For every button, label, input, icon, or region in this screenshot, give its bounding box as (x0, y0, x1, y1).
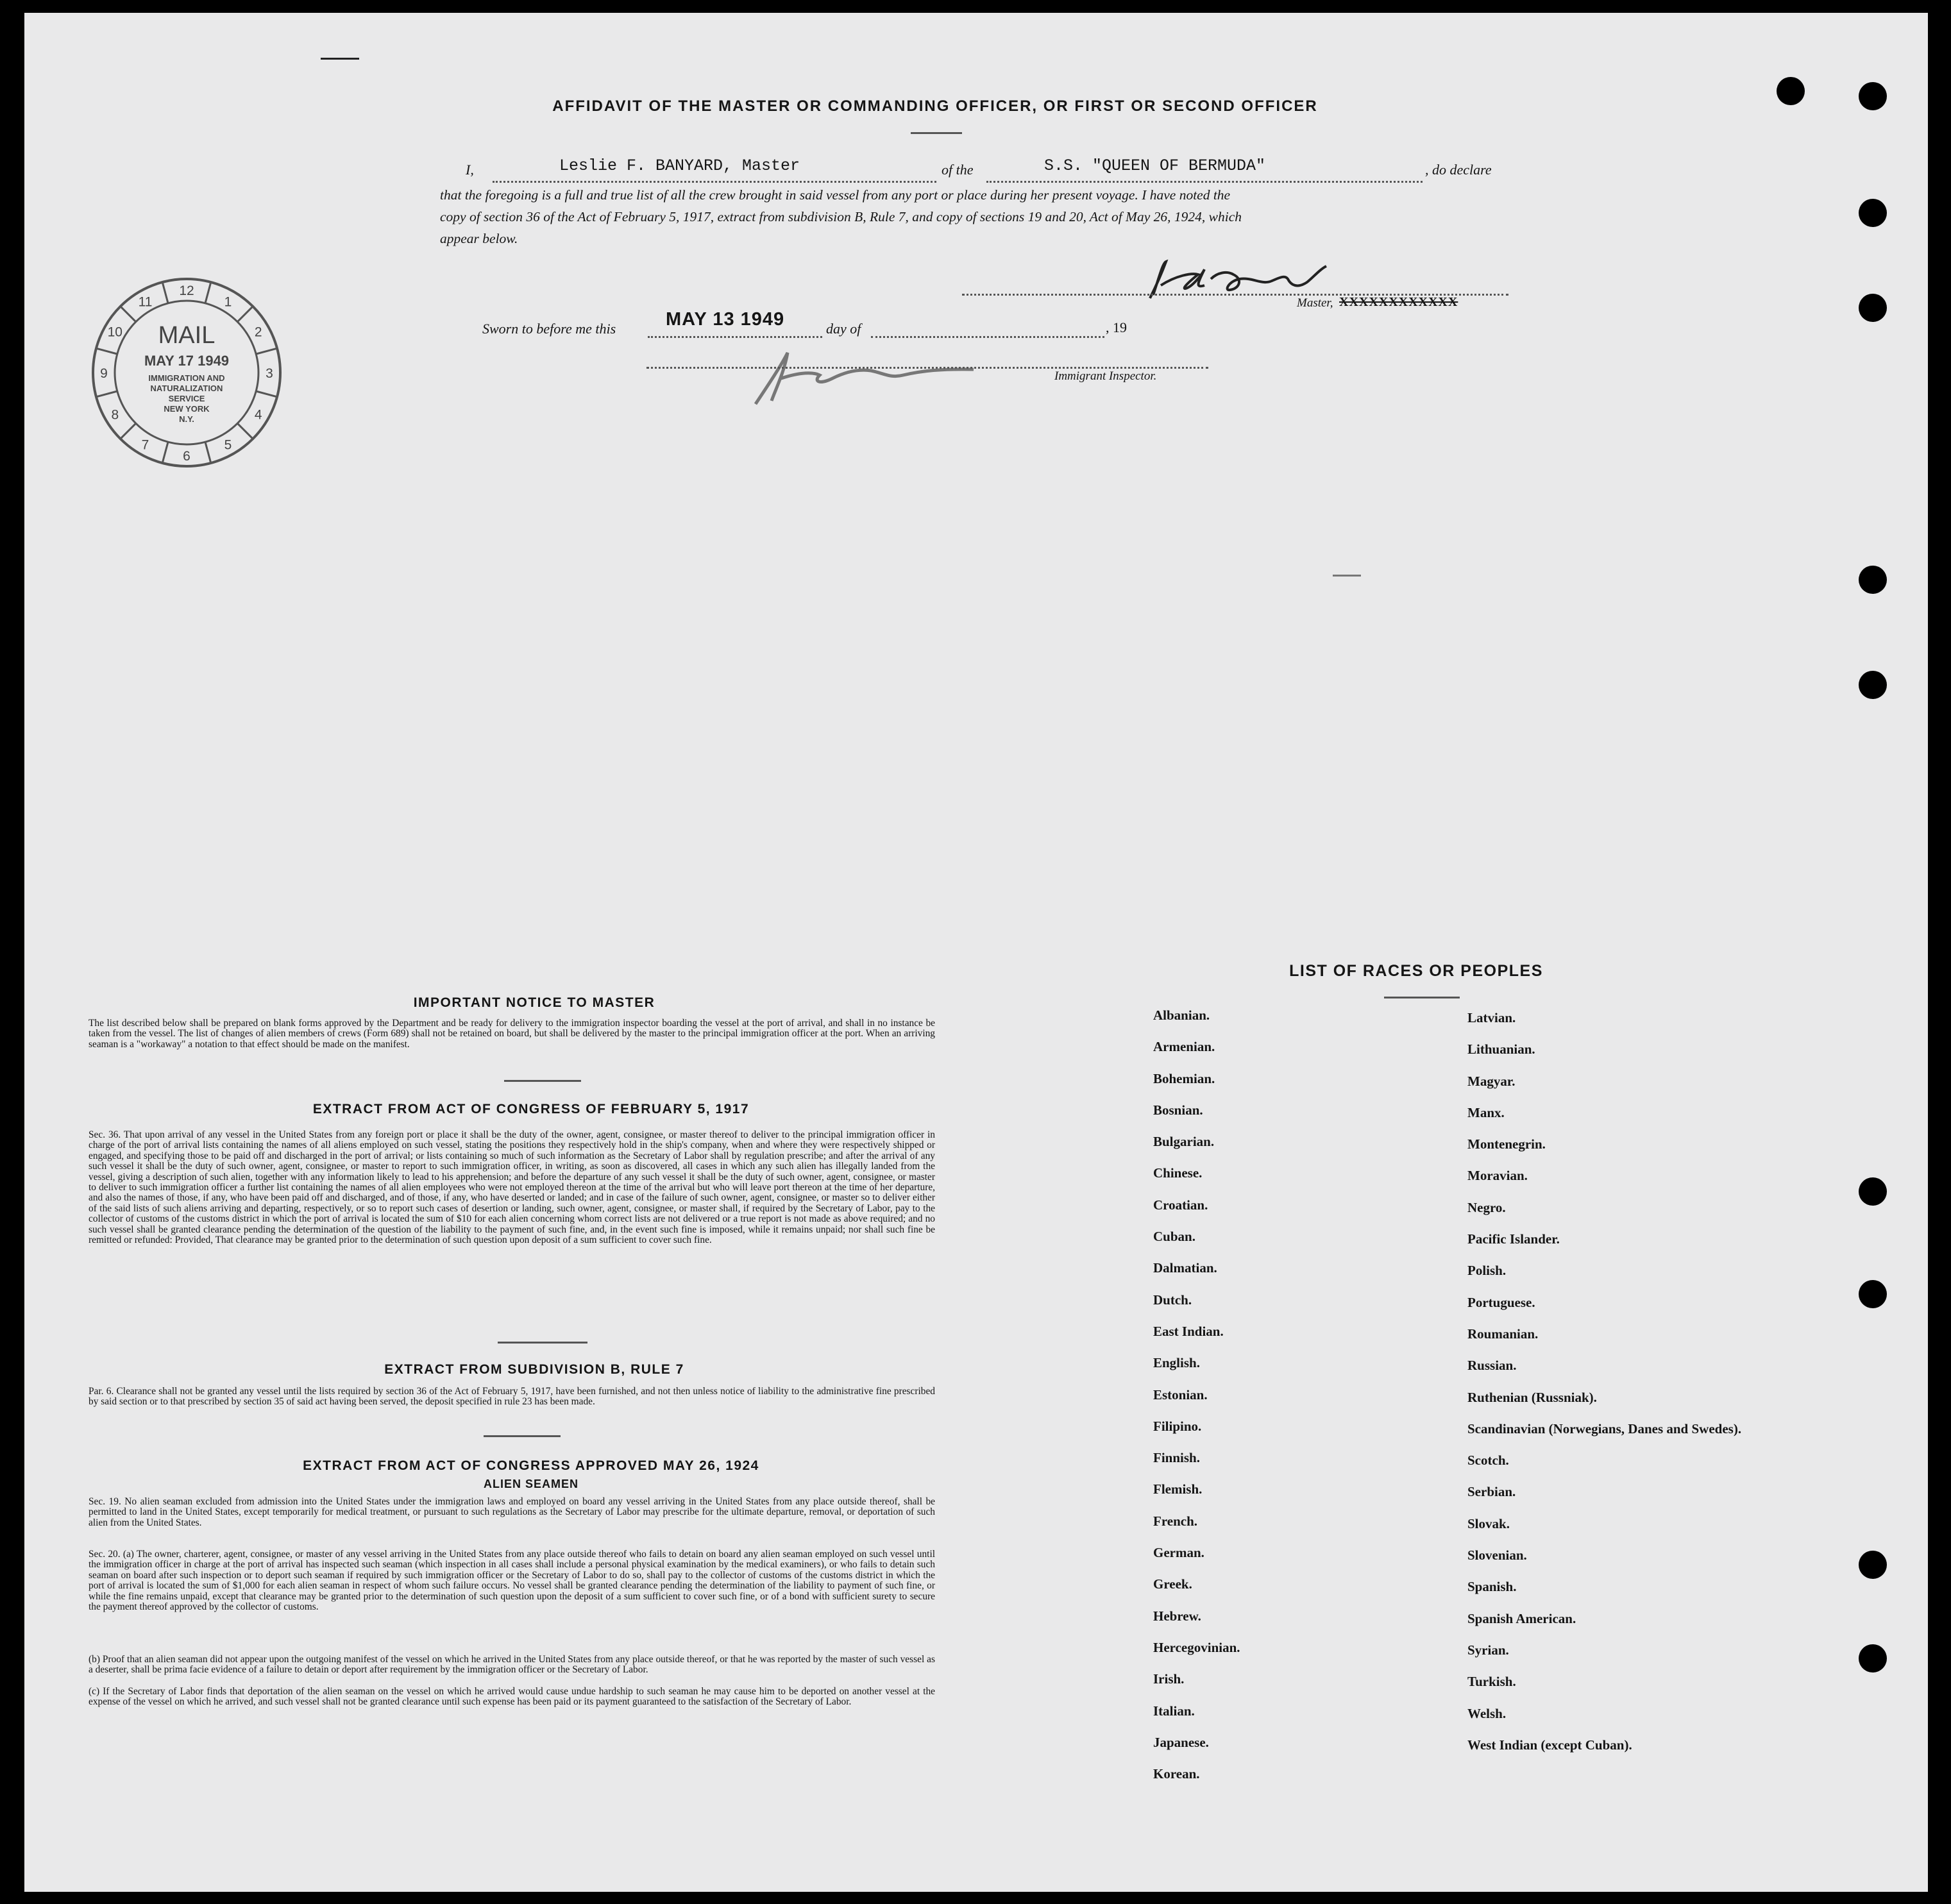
race-item: Finnish. (1153, 1450, 1200, 1466)
race-item: Estonian. (1153, 1386, 1208, 1403)
race-item: Polish. (1467, 1263, 1507, 1279)
race-item: Cuban. (1153, 1229, 1195, 1245)
race-item: Lithuanian. (1467, 1041, 1535, 1057)
race-item: Bosnian. (1153, 1102, 1203, 1118)
sec20b-text: (b) Proof that an alien seaman did not appear upon the outgoing manifest of the vessel on which he arrived in the United States from any place outside thereof, or that he was reported by the master of such vessel as a deserter, shall be prima facie evidence of a failure to detain or deport after requirement by the immigration officer or the Secretary of Labor. (89, 1654, 935, 1676)
affidavit-body-line3: appear below. (440, 231, 518, 246)
race-item: Ruthenian (Russniak). (1467, 1389, 1597, 1405)
stamp-hour: 9 (100, 366, 108, 381)
affidavit-body-line1: that the foregoing is a full and true list of all the crew brought in said vessel from any port or place during her present voyage. I have noted the (440, 187, 1231, 203)
stamp-divider (121, 307, 136, 322)
punch-hole (1859, 294, 1887, 322)
race-item: Bulgarian. (1153, 1134, 1215, 1150)
inspector-label: Immigrant Inspector. (1054, 369, 1157, 383)
master-name-value: Leslie F. BANYARD, Master (559, 156, 800, 175)
stamp-hour: 5 (224, 437, 232, 453)
race-item: West Indian (except Cuban). (1467, 1737, 1632, 1753)
race-item: Flemish. (1153, 1481, 1203, 1497)
stamp-divider (237, 423, 253, 439)
race-item: Welsh. (1467, 1705, 1507, 1721)
races-column-left (1153, 1006, 1423, 1796)
stamp-divider (205, 442, 211, 463)
punch-hole (1859, 199, 1887, 227)
stamp-line5: N.Y. (179, 414, 194, 424)
stamp-hour: 2 (254, 324, 262, 340)
race-item: Spanish. (1467, 1579, 1517, 1595)
alien-seamen-subtitle: ALIEN SEAMEN (483, 1478, 579, 1490)
stamp-divider (96, 348, 117, 354)
punch-hole (1777, 77, 1805, 105)
divider (504, 1080, 581, 1082)
extract-1924-title: EXTRACT FROM ACT OF CONGRESS APPROVED MAY 26, 1924 (303, 1458, 759, 1473)
divider (321, 58, 359, 60)
sworn-date-stamp: MAY 13 1949 (666, 309, 785, 330)
stamp-hour: 6 (183, 449, 190, 464)
rule7-title: EXTRACT FROM SUBDIVISION B, RULE 7 (384, 1362, 684, 1377)
races-title: LIST OF RACES OR PEOPLES (1289, 962, 1543, 980)
sec20c-text: (c) If the Secretary of Labor finds that deportation of the alien seaman on the vessel on which he arrived would cause undue hardship to such seaman he may cause him to be deported on another vessel at the expense of the vessel on which he arrived, and such vessel shall not be granted clearance until such expense has been paid or its payment guaranteed to the satisfaction of the Secretary of Labor. (89, 1686, 935, 1708)
race-item: Korean. (1153, 1766, 1200, 1782)
immigration-mail-stamp (90, 276, 283, 469)
race-item: Montenegrin. (1467, 1136, 1546, 1152)
race-item: Serbian. (1467, 1484, 1516, 1500)
stamp-hour: 7 (141, 437, 149, 453)
sworn-label: Sworn to before me this (482, 321, 616, 337)
race-item: Dutch. (1153, 1292, 1192, 1308)
race-item: Negro. (1467, 1199, 1506, 1215)
notice-title: IMPORTANT NOTICE TO MASTER (413, 995, 655, 1010)
race-item: Armenian. (1153, 1039, 1215, 1055)
stamp-line2: NATURALIZATION (150, 383, 223, 393)
extract-1917-text: Sec. 36. That upon arrival of any vessel in the United States from any foreign port or place it shall be the duty of the owner, agent, consignee, or master thereof to deliver to the principal immigration officer in charge of the port of arrival lists containing the names of all aliens employed on such vessel, stating the positions they respectively hold in the ship's company, when and where they were respectively shipped or engaged, and specifying those to be paid off and discharged in the port of arrival; or lists containing so much of such information as the Secretary of Labor shall by regulation prescribe; and after the arrival of any such vessel it shall be the duty of such owner, agent, consignee, or master to report to such immigration officer, in writing, as soon as discovered, all cases in which any such alien has illegally landed from the vessel, giving a description of such alien, together with any information likely to lead to his apprehension; and before the departure of any such vessel it shall be the duty of such owner, agent, consignee, or master to deliver to such immigration officer a further list containing the names of all alien employees who were not employed thereon at the time of the arrival but who will leave port thereon at the time of her departure, and also the names of those, if any, who have been paid off and discharged, and of those, if any, who have deserted or landed; and in case of the failure of such owner, agent, consignee, or master so to deliver either of the said lists of such aliens arriving and departing, respectively, or so to report such cases of desertion or landing, such owner, agent, consignee, or master shall, if required by the Secretary of Labor, pay to the collector of customs of the customs district in which the port of arrival is located the sum of $10 for each alien concerning whom correct lists are not delivered or a true report is not made as above required; and no such vessel shall be granted clearance pending the determination of the question of the liability to the payment of such fine, and, in the event such fine is imposed, while it remains unpaid; nor shall such fine be remitted or refunded: Provided, That clearance may be granted prior to the determination of such question upon deposit of a sum sufficient to cover such fine. (89, 1129, 935, 1246)
stamp-hour: 11 (138, 294, 153, 310)
stamp-hour: 8 (111, 407, 119, 423)
race-item: Magyar. (1467, 1073, 1516, 1089)
stamp-divider (162, 282, 168, 303)
stamp-hour: 1 (224, 294, 232, 310)
do-declare-label: , do declare (1425, 162, 1492, 178)
stamp-line1: IMMIGRATION AND (148, 373, 225, 383)
master-name-field (493, 181, 936, 183)
stamp-date: MAY 17 1949 (144, 353, 230, 369)
form-sheet (24, 13, 1928, 1892)
affidavit-i: I, (466, 162, 474, 178)
race-item: Manx. (1467, 1104, 1505, 1120)
rule7-text: Par. 6. Clearance shall not be granted any vessel until the lists required by section 36 of the Act of February 5, 1917, have been furnished, and not then unless notice of liability to the administrative fine prescribed by said section or to that prescribed by section 35 of said act having been served, the deposit specified in rule 23 has been made. (89, 1386, 935, 1408)
race-item: Slovak. (1467, 1515, 1510, 1531)
vessel-value: S.S. "QUEEN OF BERMUDA" (1044, 156, 1266, 175)
stamp-divider (256, 348, 277, 354)
punch-hole (1859, 671, 1887, 699)
races-column-right (1467, 1008, 1801, 1767)
stamp-divider (96, 391, 117, 397)
punch-hole (1859, 1551, 1887, 1579)
affidavit-body-line2: copy of section 36 of the Act of February 5, 1917, extract from subdivision B, Rule 7, and copy of sections 19 and 20, Act of May 26, 1924, which (440, 209, 1242, 224)
race-item: Hercegovinian. (1153, 1639, 1240, 1655)
stamp-divider (121, 423, 136, 439)
sworn-day-field (648, 336, 822, 338)
race-item: Spanish American. (1467, 1610, 1576, 1626)
punch-hole (1859, 1280, 1887, 1308)
race-item: Roumanian. (1467, 1326, 1539, 1342)
stamp-divider (205, 282, 211, 303)
race-item: Latvian. (1467, 1010, 1516, 1025)
divider (911, 132, 962, 134)
affidavit-title: AFFIDAVIT OF THE MASTER OR COMMANDING OFFICER, OR FIRST OR SECOND OFFICER (552, 97, 1318, 115)
stamp-word: MAIL (158, 322, 215, 349)
inspector-signature (730, 340, 999, 417)
race-item: Slovenian. (1467, 1547, 1527, 1563)
race-item: German. (1153, 1545, 1204, 1561)
stamp-divider (237, 307, 253, 322)
notice-text: The list described below shall be prepared on blank forms approved by the Department and be ready for delivery to the immigration inspector boarding the vessel at the port of arrival, and shall in no instance be taken from the vessel. The list of changes of alien members of crews (Form 689) shall not be retained on board, but shall be delivered by the master to the principal immigration officer at the port. When an arriving seaman is a "workaway" a notation to that effect should be made on the manifest. (89, 1018, 935, 1050)
stamp-hour: 4 (254, 407, 262, 423)
punch-hole (1859, 1644, 1887, 1672)
vessel-field (986, 181, 1423, 183)
divider (1333, 575, 1361, 577)
race-item: Croatian. (1153, 1197, 1208, 1213)
race-item: Hebrew. (1153, 1608, 1201, 1624)
race-item: Turkish. (1467, 1674, 1516, 1690)
stamp-hour: 3 (266, 366, 273, 381)
race-item: Scotch. (1467, 1453, 1509, 1469)
struck-title: XXXXXXXXXXXX (1339, 295, 1458, 309)
punch-hole (1859, 566, 1887, 594)
year-label: , 19 (1106, 319, 1127, 335)
race-item: Portuguese. (1467, 1294, 1535, 1310)
race-item: Irish. (1153, 1671, 1185, 1687)
inspector-signature-line (646, 367, 1208, 369)
sec20a-text: Sec. 20. (a) The owner, charterer, agent, consignee, or master of any vessel arriving in the United States from any place outside thereof who fails to detain on board any alien seaman employed on such vessel until the immigration officer in charge at the port of arrival has inspected such seaman (which inspection in all cases shall include a personal physical examination by the medical examiners), or who fails to detain such seaman on board after such inspection or to deport such seaman if required by such immigration officer or the Secretary of Labor to do so, shall pay to the collector of customs of the customs district in which the port of arrival is located the sum of $1,000 for each alien seaman in respect of whom such failure occurs. No vessel shall be granted clearance pending the determination of the liability to payment of such fine, or while the fine remains unpaid, except that clearance may be granted prior to the determination of such question upon the deposit of a sum sufficient to cover such fine, or of a bond with sufficient surety to secure the payment thereof approved by the collector of customs. (89, 1549, 935, 1613)
race-item: East Indian. (1153, 1323, 1224, 1339)
stamp-line4: NEW YORK (164, 404, 210, 414)
stamp-hour: 10 (107, 324, 122, 340)
day-of-label: day of (826, 321, 861, 337)
punch-hole (1859, 82, 1887, 110)
month-field (871, 336, 1104, 338)
race-item: Scandinavian (Norwegians, Danes and Swedes). (1467, 1420, 1742, 1436)
race-item: Bohemian. (1153, 1070, 1215, 1086)
stamp-hour: 12 (179, 283, 194, 298)
divider (1384, 997, 1460, 998)
stamp-divider (256, 391, 277, 397)
race-item: Syrian. (1467, 1642, 1509, 1658)
divider (484, 1435, 561, 1437)
divider (498, 1342, 587, 1344)
of-the-label: of the (942, 162, 974, 178)
race-item: Greek. (1153, 1576, 1192, 1592)
race-item: Italian. (1153, 1703, 1195, 1719)
master-label: Master, (1297, 296, 1333, 310)
stamp-divider (162, 442, 168, 463)
race-item: Russian. (1467, 1358, 1517, 1374)
race-item: Albanian. (1153, 1007, 1210, 1023)
stamp-line3: SERVICE (168, 394, 205, 403)
sec19-text: Sec. 19. No alien seaman excluded from admission into the United States under the immigration laws and employed on board any vessel arriving in the United States from any place outside thereof, shall be permitted to land in the United States, except temporarily for medical treatment, or pursuant to such regulations as the Secretary of Labor may prescribe for the ultimate departure, removal, or deportation of such alien from the United States. (89, 1496, 935, 1528)
race-item: Filipino. (1153, 1418, 1202, 1434)
race-item: Moravian. (1467, 1168, 1528, 1184)
punch-hole (1859, 1177, 1887, 1206)
race-item: Chinese. (1153, 1165, 1203, 1181)
race-item: French. (1153, 1513, 1198, 1529)
race-item: Dalmatian. (1153, 1260, 1217, 1276)
race-item: Japanese. (1153, 1734, 1209, 1750)
extract-1917-title: EXTRACT FROM ACT OF CONGRESS OF FEBRUARY 5, 1917 (312, 1102, 750, 1116)
race-item: English. (1153, 1355, 1200, 1371)
race-item: Pacific Islander. (1467, 1231, 1560, 1247)
